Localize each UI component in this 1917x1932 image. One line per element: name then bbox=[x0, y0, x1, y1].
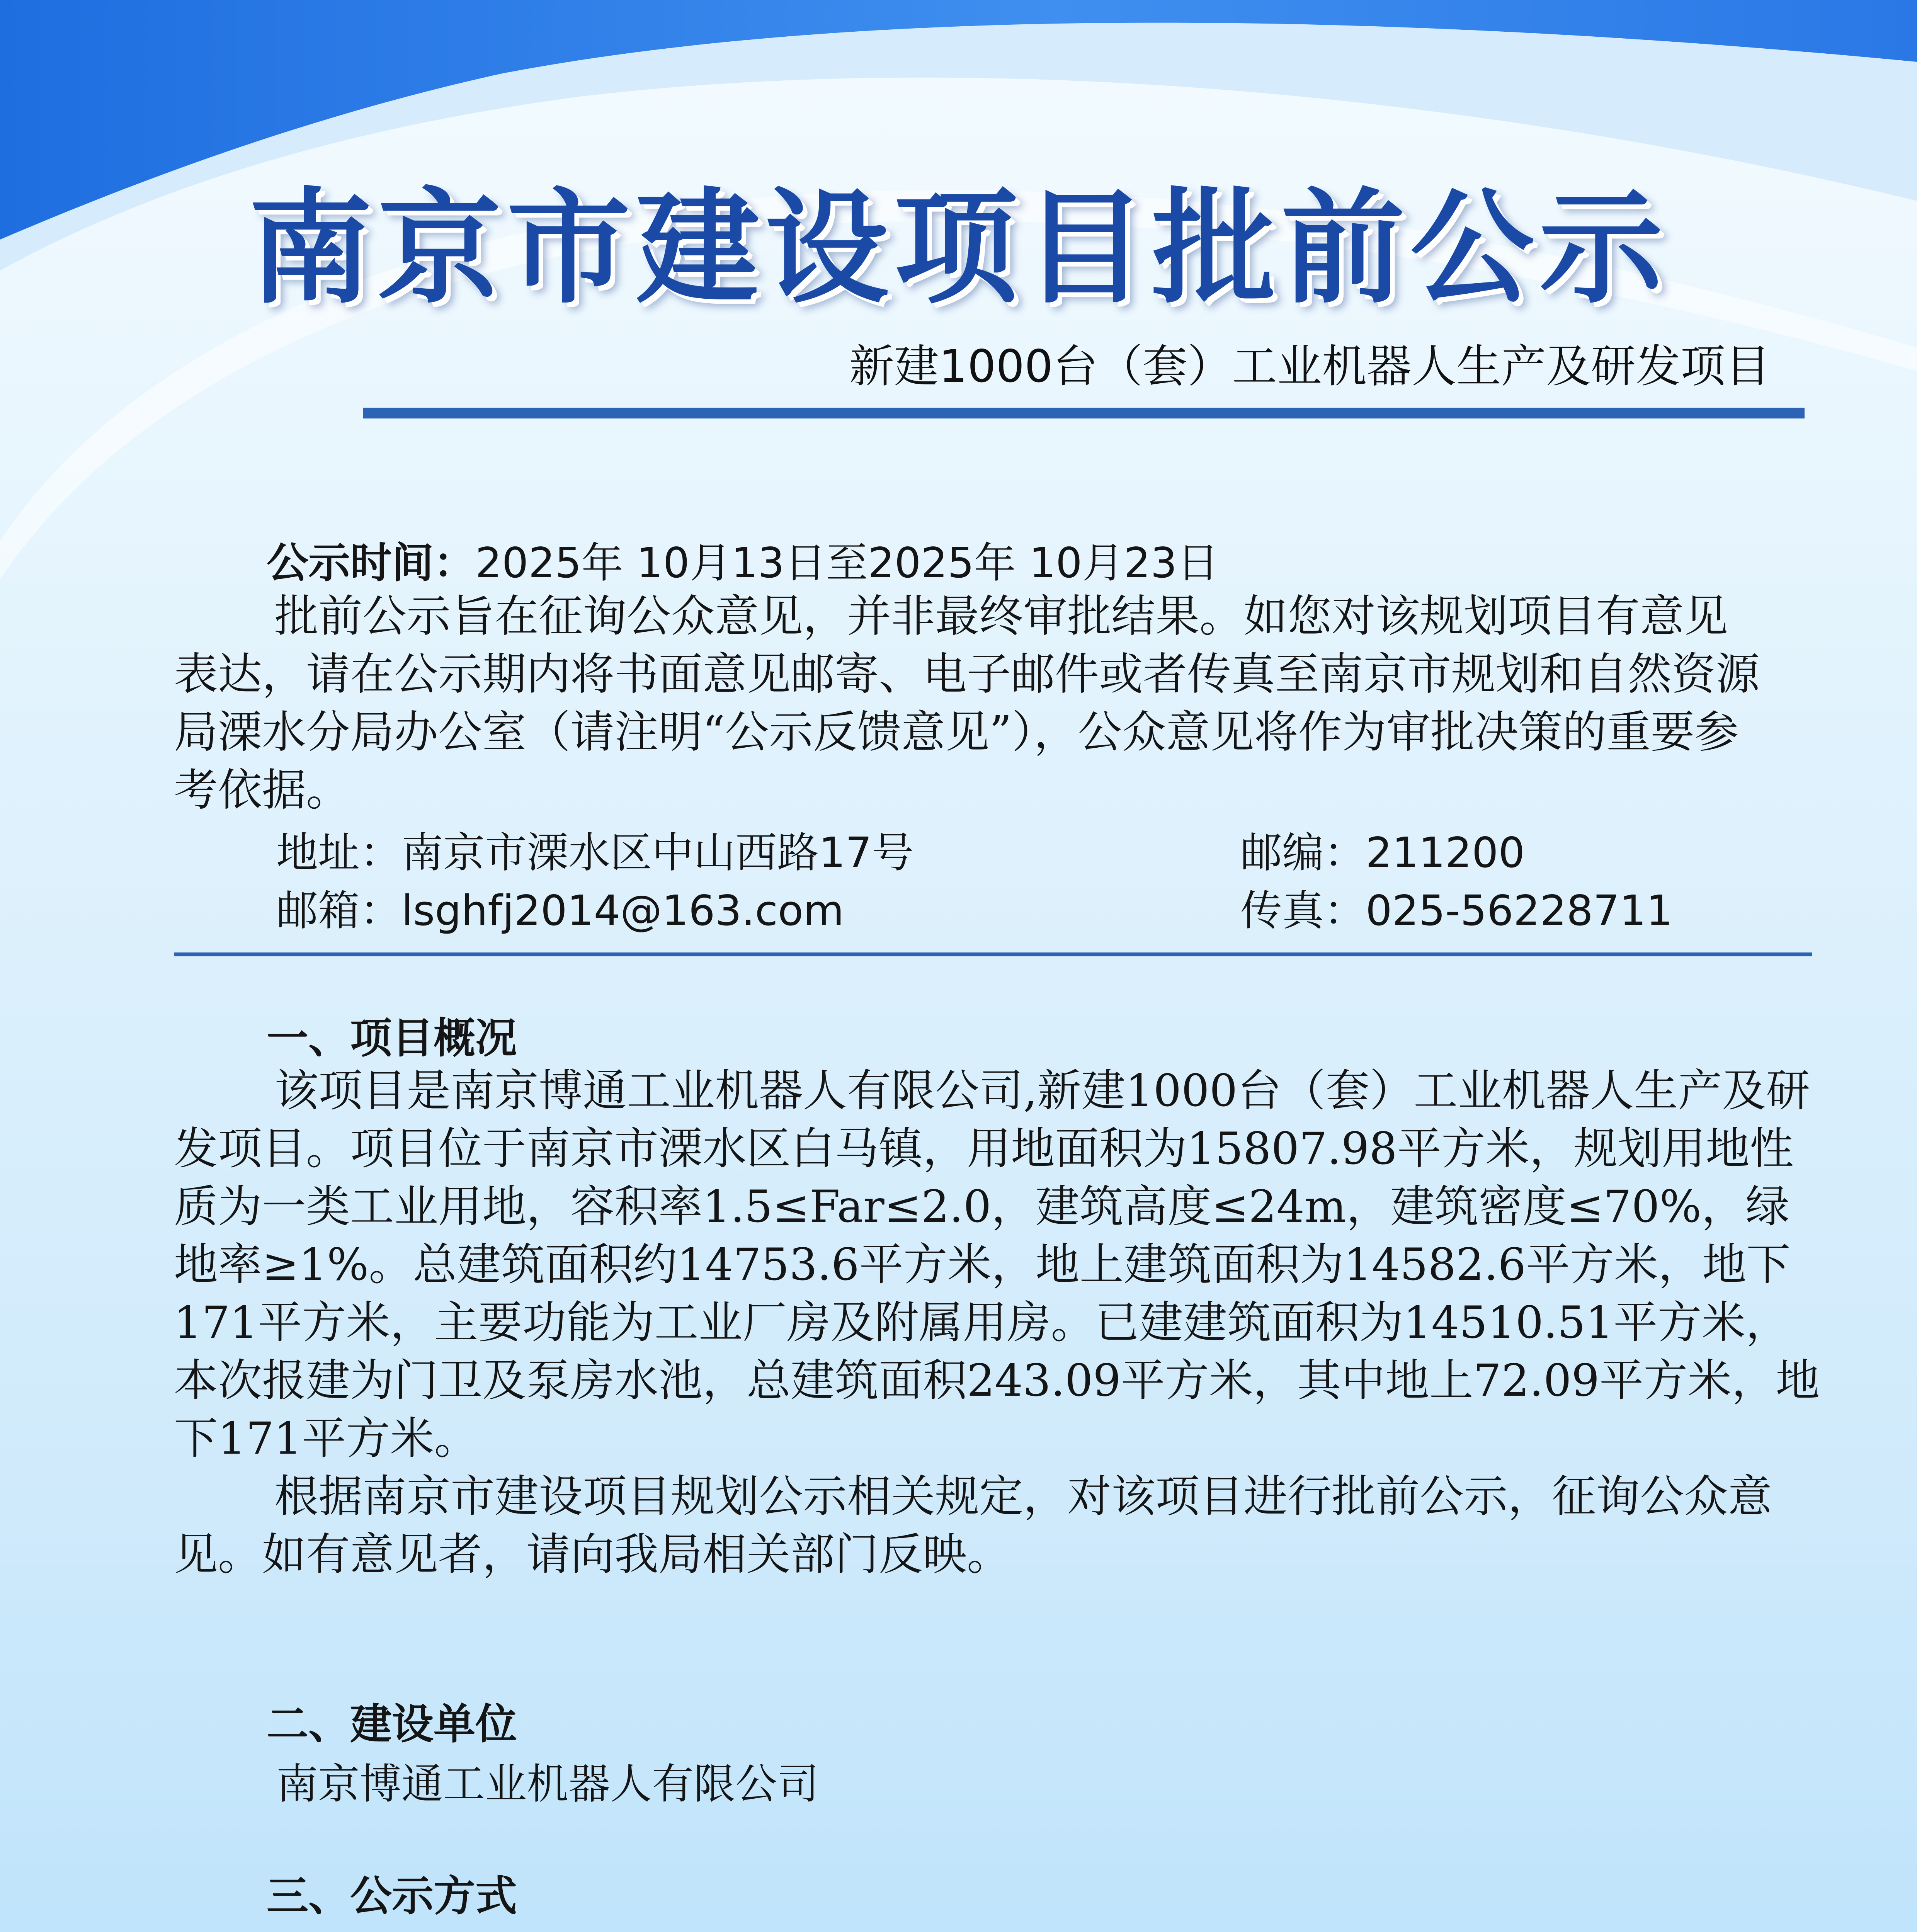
address-line bbox=[276, 819, 913, 879]
page-title: 南京市建设项目批前公示 bbox=[248, 175, 1669, 320]
notice-time bbox=[267, 529, 1219, 589]
postcode-label: 邮编： bbox=[1240, 829, 1366, 877]
title-divider bbox=[363, 408, 1805, 418]
postcode-line bbox=[1240, 819, 1525, 879]
notice-time-label: 公示时间： bbox=[267, 539, 476, 587]
fax-label: 传真： bbox=[1240, 887, 1366, 935]
overview-paragraph-regulation: 根据南京市建设项目规划公示相关规定，对该项目进行批前公示，征询公众意见。如有意见者，请向我局相关部门反映。 bbox=[174, 1471, 1772, 1580]
intro-paragraph: 批前公示旨在征询公众意见，并非最终审批结果。如您对该规划项目有意见表达，请在公示期内将书面意见邮寄、电子邮件或者传真至南京市规划和自然资源局溧水分局办公室（请注明“公示反馈意见”），公众意见将作为审批决策的重要参考依据。 bbox=[174, 590, 1760, 816]
address-value: 南京市溧水区中山西路17号 bbox=[401, 829, 914, 877]
email-label: 邮箱： bbox=[276, 887, 402, 935]
method-item-site bbox=[276, 1922, 527, 1932]
email-line bbox=[276, 877, 844, 937]
email-value[interactable]: lsghfj2014@163.com bbox=[401, 887, 844, 935]
notice-time-value: 2025年 10月13日至2025年 10月23日 bbox=[475, 539, 1219, 587]
address-label: 地址： bbox=[276, 829, 402, 877]
section-heading-method: 三、公示方式 bbox=[267, 1872, 517, 1920]
section-divider bbox=[174, 952, 1812, 956]
section-heading-builder: 二、建设单位 bbox=[267, 1700, 517, 1748]
postcode-value: 211200 bbox=[1366, 829, 1525, 877]
fax-value: 025-56228711 bbox=[1366, 887, 1673, 935]
overview-paragraph: 该项目是南京博通工业机器人有限公司,新建1000台（套）工业机器人生产及研发项目。项目位于南京市溧水区白马镇，用地面积为15807.98平方米，规划用地性质为一类工业用地，容积率1.5≤Far≤2.0，建筑高度≤24m，建筑密度≤70%，绿地率≥1%。总建筑面积约14753.6平方米，地上建筑面积为14582.6平方米，地下171平方米，主要功能为工业厂房及附属用房。已建建筑面积为14510.51平方米，本次报建为门卫及泵房水池，总建筑面积243.09平方米，其中地上72.09平方米，地下171平方米。 bbox=[174, 1065, 1820, 1464]
builder-name: 南京博通工业机器人有限公司 bbox=[276, 1760, 819, 1808]
fax-line bbox=[1240, 877, 1673, 937]
section-heading-overview: 一、项目概况 bbox=[267, 1014, 517, 1063]
project-subtitle: 新建1000台（套）工业机器人生产及研发项目 bbox=[849, 340, 1770, 393]
